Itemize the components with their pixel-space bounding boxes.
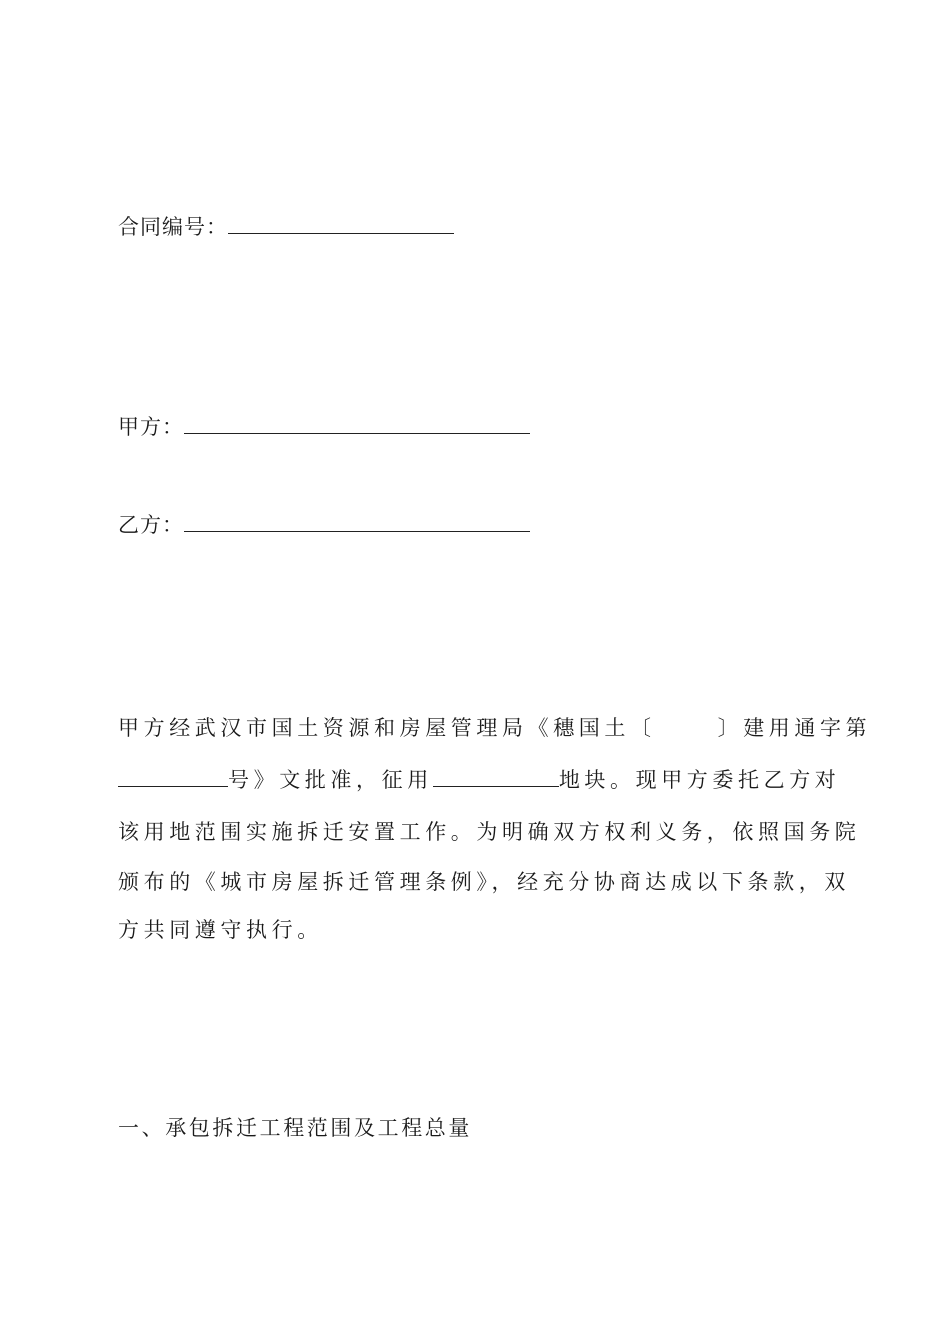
contract-number-blank[interactable]: [228, 216, 454, 234]
party-b-label: 乙方：: [118, 513, 184, 537]
preamble-line-4: 颁布的《城市房屋拆迁管理条例》，经充分协商达成以下条款，双: [118, 870, 850, 894]
preamble-line-2-mid: 号》文批准，征用: [228, 768, 433, 792]
party-a-blank[interactable]: [184, 416, 530, 434]
contract-number-line: [118, 216, 454, 238]
preamble-line-5: 方共同遵守执行。: [118, 918, 323, 942]
contract-number-label: 合同编号：: [118, 215, 228, 239]
preamble-line-2: [118, 764, 840, 794]
preamble-line-3: 该用地范围实施拆迁安置工作。为明确双方权利义务，依照国务院: [118, 820, 861, 844]
preamble-line-1-end: 〕建用通字第: [717, 716, 872, 740]
preamble-line-1: [118, 712, 871, 742]
preamble-line-2-end: 地块。现甲方委托乙方对: [558, 768, 841, 792]
party-a-label: 甲方：: [118, 415, 184, 439]
document-number-blank[interactable]: [118, 769, 228, 787]
preamble-line-1-start: 甲方经武汉市国土资源和房屋管理局《穗国土〔: [118, 716, 656, 740]
party-b-line: [118, 514, 530, 536]
party-a-line: [118, 416, 530, 438]
section-heading: 一、承包拆迁工程范围及工程总量: [118, 1116, 472, 1140]
land-parcel-blank[interactable]: [433, 769, 559, 787]
party-b-blank[interactable]: [184, 514, 530, 532]
